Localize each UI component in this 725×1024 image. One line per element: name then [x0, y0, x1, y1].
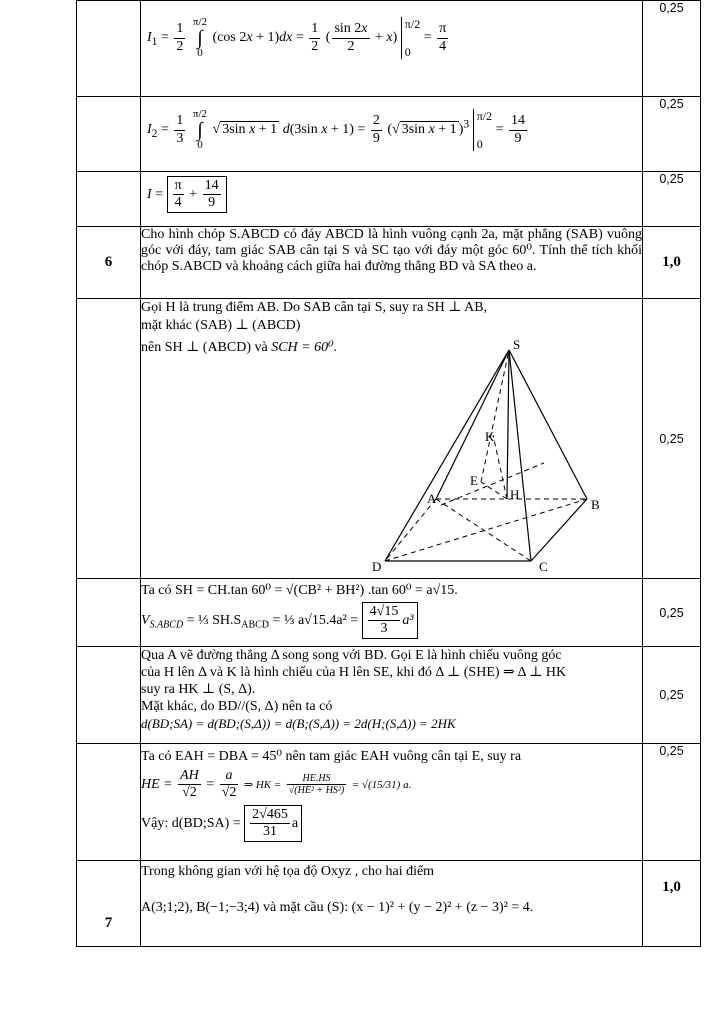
- cell-empty: [77, 647, 141, 744]
- sol1-line1: Gọi H là trung điểm AB. Do SAB cân tại S, suy ra SH ⊥ AB,: [141, 300, 488, 315]
- q7-content: [141, 861, 643, 947]
- cell-empty: [77, 744, 141, 861]
- sol4-conclusion: Vậy: d(BD;SA) = $\frac{2√465}{31}$ a: [141, 805, 642, 842]
- sol2-content: [141, 579, 643, 647]
- sol4-result-box: $\frac{2√465}{31}$ a: [244, 805, 302, 842]
- i2-formula: $I_2$ = $\frac{1}{3}$ π/2 ∫ 0 √ 3sin x + 1 d(3sin x + 1) = $\frac{2}{9}$ (√ 3sin x + 1 )$^3$ π/2 0 = $\frac{14}{9}$: [141, 97, 643, 172]
- label-d: D: [372, 559, 382, 574]
- sol2-score-cell: [643, 579, 701, 647]
- score: 0,25: [659, 431, 684, 446]
- cell-empty: [77, 579, 141, 647]
- label-e: E: [470, 473, 478, 488]
- sol3-line2: của H lên Δ và K là hình chiếu của H lên SE, khi đó Δ ⊥ (SHE) ⇒ Δ ⊥ HK: [141, 665, 567, 680]
- pyramid-figure: [141, 337, 621, 577]
- i1-formula: $I_1$ = $\frac{1}{2}$ π/2 ∫ 0 (cos 2x + 1)dx = $\frac{1}{2}$ ( $\frac{\sin 2x}{2}$ + x) π/2 0 = $\frac{\pi}{4}$: [141, 1, 643, 97]
- sol3-content: [141, 647, 643, 744]
- sol2-line1: Ta có SH = CH.tan 60⁰ = √(CB² + BH²) .tan 60⁰ = a√15.: [141, 583, 458, 598]
- sol4-line2: HE = $\frac{AH}{√2}$ = $\frac{a}{√2}$ ⇒ HK = $\frac{HE.HS}{\text{√(HE² + HS²)}}$ = √(15/31) a.: [141, 768, 412, 801]
- row-i1: [77, 1, 701, 97]
- answer-table: [76, 0, 701, 947]
- label-k: K: [485, 429, 495, 444]
- label-h: H: [510, 487, 520, 502]
- i2-score-cell: [643, 97, 701, 172]
- label-a: A: [427, 491, 437, 506]
- cell-empty: [77, 299, 141, 579]
- question-number: 7: [77, 861, 141, 947]
- row-i2: [77, 97, 701, 172]
- cell-empty: [77, 97, 141, 172]
- score: 0,25: [659, 172, 684, 186]
- sol3-line5: d(BD;SA) = d(BD;(S,Δ)) = d(B;(S,Δ)) = 2d(H;(S,Δ)) = 2HK: [141, 716, 456, 731]
- question-statement: [141, 227, 643, 299]
- sol3-line3: suy ra HK ⊥ (S, Δ).: [141, 682, 256, 697]
- sol2-result-box: $\frac{4√15}{3}$ a³: [362, 602, 418, 639]
- row-sol4: [77, 744, 701, 861]
- sol1-score-cell: [643, 299, 701, 579]
- sol1-content: [141, 299, 643, 579]
- score: 0,25: [659, 97, 684, 111]
- row-q7: [77, 861, 701, 947]
- score: 0,25: [659, 1, 684, 15]
- sol2-line2: $V_{S.ABCD}$ = ⅓ $SH.S_{ABCD}$ = ⅓ a√15.4a² = $\frac{4√15}{3}$ a³: [141, 602, 642, 639]
- sol1-line3a: nên SH ⊥ (ABCD) và: [141, 340, 272, 355]
- question-number: 6: [77, 227, 141, 299]
- points: 1,0: [662, 254, 681, 270]
- cell-empty: [77, 1, 141, 97]
- sol4-line1: Ta có EAH = DBA = 45⁰ nên tam giác EAH vuông cân tại E, suy ra: [141, 749, 522, 764]
- label-s: S: [513, 337, 521, 352]
- isum-score-cell: [643, 172, 701, 227]
- points: 1,0: [662, 879, 681, 895]
- row-sol2: [77, 579, 701, 647]
- label-c: C: [539, 559, 548, 574]
- sol4-score-cell: [643, 744, 701, 861]
- q7-points-cell: [643, 861, 701, 947]
- label-b: B: [591, 497, 600, 512]
- isum-formula: I = $\frac{\pi}{4}$ + $\frac{14}{9}$: [141, 172, 643, 227]
- cell-empty: [77, 172, 141, 227]
- q6-points-cell: [643, 227, 701, 299]
- sol3-line1: Qua A vẽ đường thẳng Δ song song với BD. Gọi E là hình chiếu vuông góc: [141, 648, 562, 663]
- row-sol1: [77, 299, 701, 579]
- q6-text: Cho hình chóp S.ABCD có đáy ABCD là hình vuông cạnh 2a, mặt phẳng (SAB) vuông góc với đáy, tam giác SAB cân tại S và SC tạo với đáy một góc 60⁰. Tính thể tích khối chóp S.ABCD và khoảng cách giữa hai đường thẳng BD và SA theo a.: [141, 227, 642, 274]
- row-sol3: [77, 647, 701, 744]
- score: 0,25: [659, 688, 684, 702]
- score: 0,25: [659, 744, 684, 758]
- q7-line1: Trong không gian với hệ tọa độ Oxyz , cho hai điểm: [141, 864, 435, 879]
- score: 0,25: [659, 605, 684, 620]
- i1-score-cell: [643, 1, 701, 97]
- sol3-line4: Mặt khác, do BD//(S, Δ) nên ta có: [141, 699, 333, 714]
- row-q6: [77, 227, 701, 299]
- sol4-content: [141, 744, 643, 861]
- sol1-line3b: SCH = 60⁰.: [271, 340, 338, 355]
- sol1-line2: mặt khác (SAB) ⊥ (ABCD): [141, 318, 301, 333]
- row-isum: [77, 172, 701, 227]
- q7-line2: A(3;1;2), B(−1;−3;4) và mặt cầu (S): (x − 1)² + (y − 2)² + (z − 3)² = 4.: [141, 900, 534, 915]
- sol3-score-cell: [643, 647, 701, 744]
